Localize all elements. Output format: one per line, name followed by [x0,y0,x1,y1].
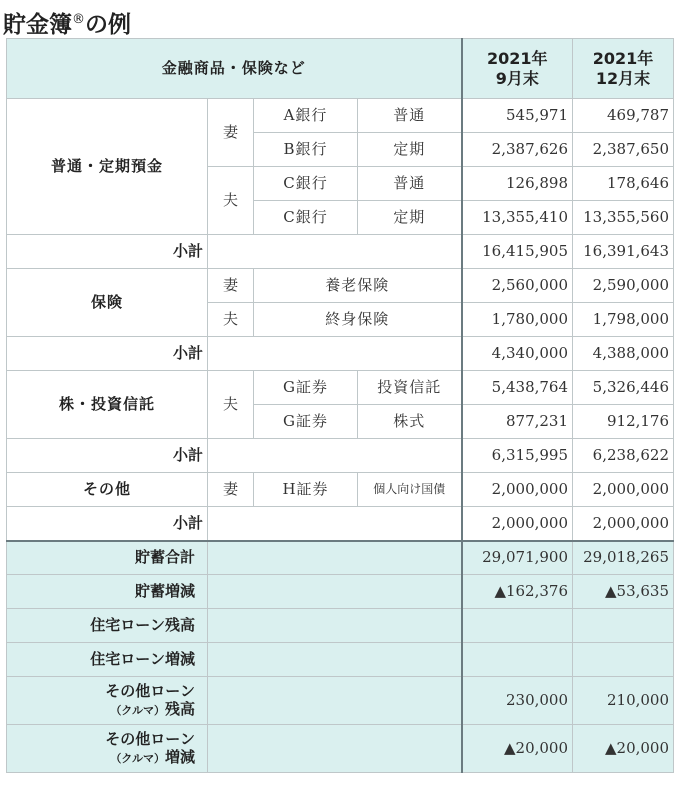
summary-dec: ▲20,000 [573,725,674,773]
summary-sep: 29,071,900 [462,541,573,575]
subtotal-sep: 2,000,000 [462,507,573,541]
table-row [7,99,674,133]
header-sep-2021 [462,39,573,99]
product-type: 投資信託 [358,371,462,405]
summary-label-line2 [11,701,195,718]
amount-sep: 1,780,000 [462,303,573,337]
savings-ledger-table [6,38,674,773]
amount-dec: 2,590,000 [573,269,674,303]
subtotal-row [7,235,674,269]
category-other: その他 [7,473,208,507]
account-type: 普通 [358,99,462,133]
amount-dec: 469,787 [573,99,674,133]
summary-label-tail: 残高 [164,699,195,718]
summary-label-tail: 増減 [164,747,195,766]
empty-cell [208,575,462,609]
institution-name: H証券 [254,473,358,507]
amount-sep: 126,898 [462,167,573,201]
empty-cell [208,235,462,269]
summary-sep: ▲162,376 [462,575,573,609]
header-col2-month: 12月末 [595,68,651,88]
summary-label [7,725,208,773]
subtotal-dec: 4,388,000 [573,337,674,371]
header-col1-year: 2021年 [486,49,548,69]
subtotal-dec: 2,000,000 [573,507,674,541]
summary-label-line2 [11,749,195,766]
summary-label: 貯蓄合計 [7,541,208,575]
institution-name: G証券 [254,371,358,405]
account-type: 定期 [358,201,462,235]
subtotal-label: 小計 [7,337,208,371]
holder-wife: 妻 [208,99,254,167]
institution-name: C銀行 [254,167,358,201]
empty-cell [208,541,462,575]
category-stocks: 株・投資信託 [7,371,208,439]
holder-wife: 妻 [208,473,254,507]
header-col1-month: 9月末 [495,68,539,88]
table-row [7,473,674,507]
institution-name: A銀行 [254,99,358,133]
institution-name: G証券 [254,405,358,439]
summary-label: 貯蓄増減 [7,575,208,609]
page-title [3,5,131,38]
holder-husband: 夫 [208,167,254,235]
amount-dec: 912,176 [573,405,674,439]
summary-row-savings-total [7,541,674,575]
summary-label: 住宅ローン残高 [7,609,208,643]
amount-sep: 2,560,000 [462,269,573,303]
empty-cell [208,677,462,725]
header-col2-year: 2021年 [592,49,654,69]
summary-label: 住宅ローン増減 [7,643,208,677]
summary-label-line1: その他ローン [105,730,195,749]
subtotal-label: 小計 [7,439,208,473]
summary-sep: 230,000 [462,677,573,725]
summary-label-paren: （クルマ） [110,751,165,765]
table-row [7,269,674,303]
amount-sep: 2,000,000 [462,473,573,507]
amount-dec: 13,355,560 [573,201,674,235]
amount-sep: 877,231 [462,405,573,439]
amount-dec: 2,000,000 [573,473,674,507]
registered-mark: ® [72,12,85,27]
subtotal-sep: 6,315,995 [462,439,573,473]
header-row [7,39,674,99]
summary-label-line1: その他ローン [105,682,195,701]
summary-dec: ▲53,635 [573,575,674,609]
amount-sep: 5,438,764 [462,371,573,405]
amount-dec: 5,326,446 [573,371,674,405]
amount-dec: 2,387,650 [573,133,674,167]
summary-label [7,677,208,725]
summary-sep [462,643,573,677]
empty-cell [208,609,462,643]
subtotal-row [7,337,674,371]
holder-wife: 妻 [208,269,254,303]
holder-husband: 夫 [208,303,254,337]
subtotal-label: 小計 [7,235,208,269]
title-text: 貯金簿 [3,12,72,38]
title-suffix: の例 [85,12,131,38]
account-type: 定期 [358,133,462,167]
subtotal-dec: 16,391,643 [573,235,674,269]
empty-cell [208,337,462,371]
subtotal-dec: 6,238,622 [573,439,674,473]
insurance-type: 終身保険 [254,303,462,337]
empty-cell [208,439,462,473]
summary-dec [573,643,674,677]
subtotal-sep: 4,340,000 [462,337,573,371]
amount-sep: 2,387,626 [462,133,573,167]
header-category: 金融商品・保険など [7,39,462,99]
institution-name: C銀行 [254,201,358,235]
summary-dec: 29,018,265 [573,541,674,575]
category-insurance: 保険 [7,269,208,337]
product-type: 株式 [358,405,462,439]
empty-cell [208,643,462,677]
summary-row-other-loan-change [7,725,674,773]
summary-label-paren: （クルマ） [110,703,165,717]
summary-row-other-loan-balance [7,677,674,725]
summary-row-mortgage-balance [7,609,674,643]
subtotal-sep: 16,415,905 [462,235,573,269]
amount-sep: 13,355,410 [462,201,573,235]
amount-dec: 178,646 [573,167,674,201]
holder-husband: 夫 [208,371,254,439]
subtotal-label: 小計 [7,507,208,541]
category-deposits: 普通・定期預金 [7,99,208,235]
amount-dec: 1,798,000 [573,303,674,337]
summary-sep [462,609,573,643]
account-type: 普通 [358,167,462,201]
summary-sep: ▲20,000 [462,725,573,773]
summary-dec: 210,000 [573,677,674,725]
subtotal-row [7,439,674,473]
summary-row-savings-change [7,575,674,609]
empty-cell [208,507,462,541]
amount-sep: 545,971 [462,99,573,133]
institution-name: B銀行 [254,133,358,167]
table-row [7,371,674,405]
subtotal-row [7,507,674,541]
empty-cell [208,725,462,773]
summary-dec [573,609,674,643]
summary-row-mortgage-change [7,643,674,677]
product-type: 個人向け国債 [358,473,462,507]
insurance-type: 養老保険 [254,269,462,303]
header-dec-2021 [573,39,674,99]
